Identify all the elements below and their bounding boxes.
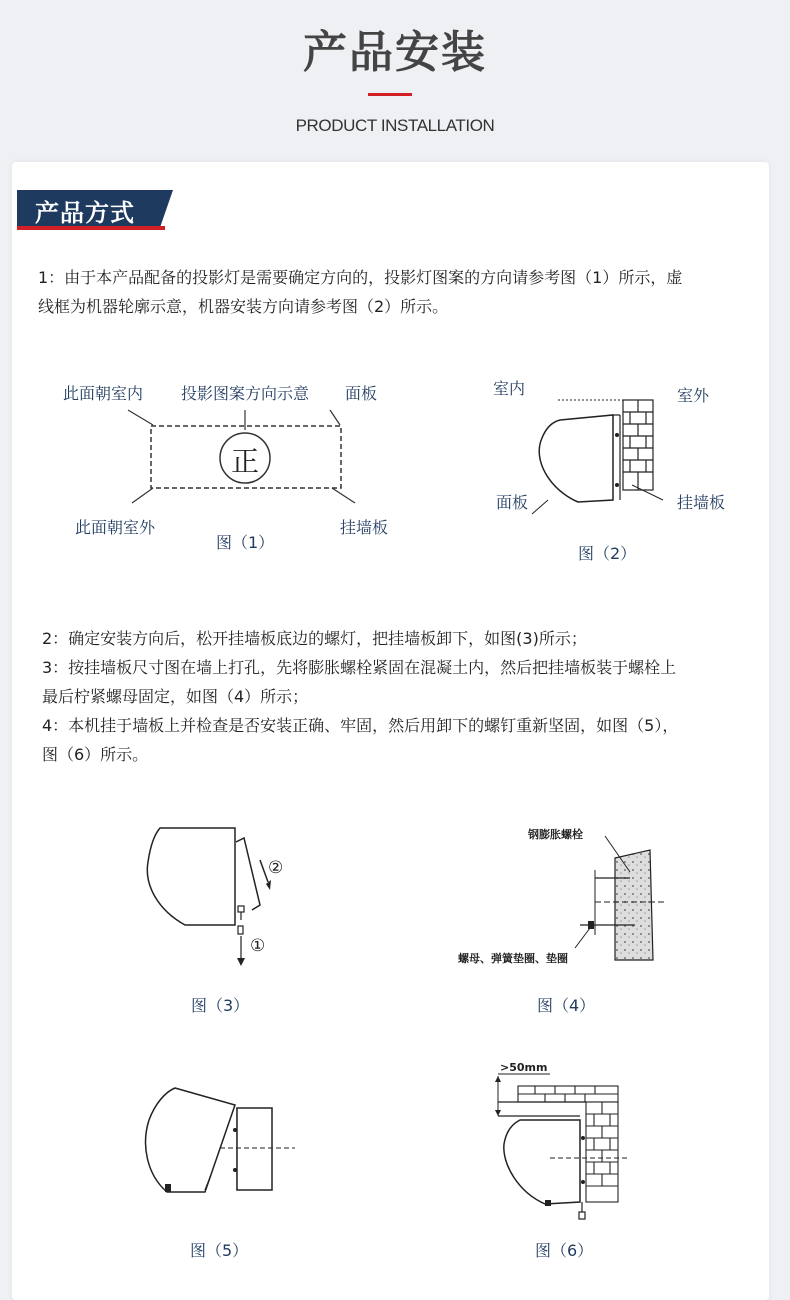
intro-line: 线框为机器轮廓示意，机器安装方向请参考图（2）所示。	[38, 297, 449, 316]
fig5-hang-unit-diagram	[135, 1080, 305, 1210]
fig4-bolt-diagram	[455, 820, 675, 970]
section-tag	[17, 190, 173, 230]
fig1-label-panel: 面板	[345, 384, 378, 403]
intro-paragraph	[38, 263, 743, 321]
fig1-label-outdoor-face: 此面朝室外	[75, 518, 156, 537]
fig1-center-mark: 正	[230, 445, 259, 478]
title-accent-bar	[368, 93, 412, 96]
fig2-label-indoor: 室内	[493, 379, 526, 398]
step-line: 3：按挂墙板尺寸图在墙上打孔，先将膨胀螺栓紧固在混凝土内，然后把挂墙板装于螺栓上	[42, 658, 677, 677]
fig4-label-bolt: 钢膨胀螺栓	[528, 828, 583, 841]
step-line: 2：确定安装方向后，松开挂墙板底边的螺灯，把挂墙板卸下，如图(3)所示；	[42, 629, 587, 648]
step-line: 4：本机挂于墙板上并检查是否安装正确、牢固，然后用卸下的螺钉重新坚固，如图（5），	[42, 716, 679, 735]
fig5-caption: 图（5）	[190, 1241, 249, 1260]
fig2-wall-mount-diagram	[520, 390, 680, 515]
fig3-mark-step1: ①	[250, 936, 266, 956]
fig1-caption: 图（1）	[216, 533, 275, 552]
fig1-label-projection: 投影图案方向示意	[181, 384, 310, 403]
step-line: 最后柠紧螺母固定，如图（4）所示；	[42, 687, 309, 706]
fig6-clearance-diagram	[490, 1072, 640, 1222]
fig3-mark-step2: ②	[268, 858, 284, 878]
fig2-label-outdoor: 室外	[677, 386, 710, 405]
fig1-label-indoor-face: 此面朝室内	[63, 384, 144, 403]
fig1-label-wall-plate: 挂墙板	[340, 518, 389, 537]
section-tag-label: 产品方式	[35, 199, 135, 227]
step-line: 图（6）所示。	[42, 745, 149, 764]
page-subtitle: PRODUCT INSTALLATION	[295, 116, 495, 135]
page-title: 产品安装	[303, 27, 487, 78]
fig2-label-wall-plate: 挂墙板	[677, 493, 726, 512]
intro-line: 1：由于本产品配备的投影灯是需要确定方向的，投影灯图案的方向请参考图（1）所示，虚	[38, 268, 683, 287]
fig4-label-nut: 螺母、弹簧垫圈、垫圈	[458, 952, 568, 965]
steps-paragraph	[42, 624, 742, 769]
fig3-remove-plate-diagram	[140, 820, 300, 970]
fig6-label-clearance: >50mm	[500, 1061, 548, 1074]
fig2-label-panel: 面板	[496, 493, 529, 512]
fig2-caption: 图（2）	[578, 544, 637, 563]
fig4-caption: 图（4）	[537, 996, 596, 1015]
fig3-caption: 图（3）	[191, 996, 250, 1015]
fig6-caption: 图（6）	[535, 1241, 594, 1260]
